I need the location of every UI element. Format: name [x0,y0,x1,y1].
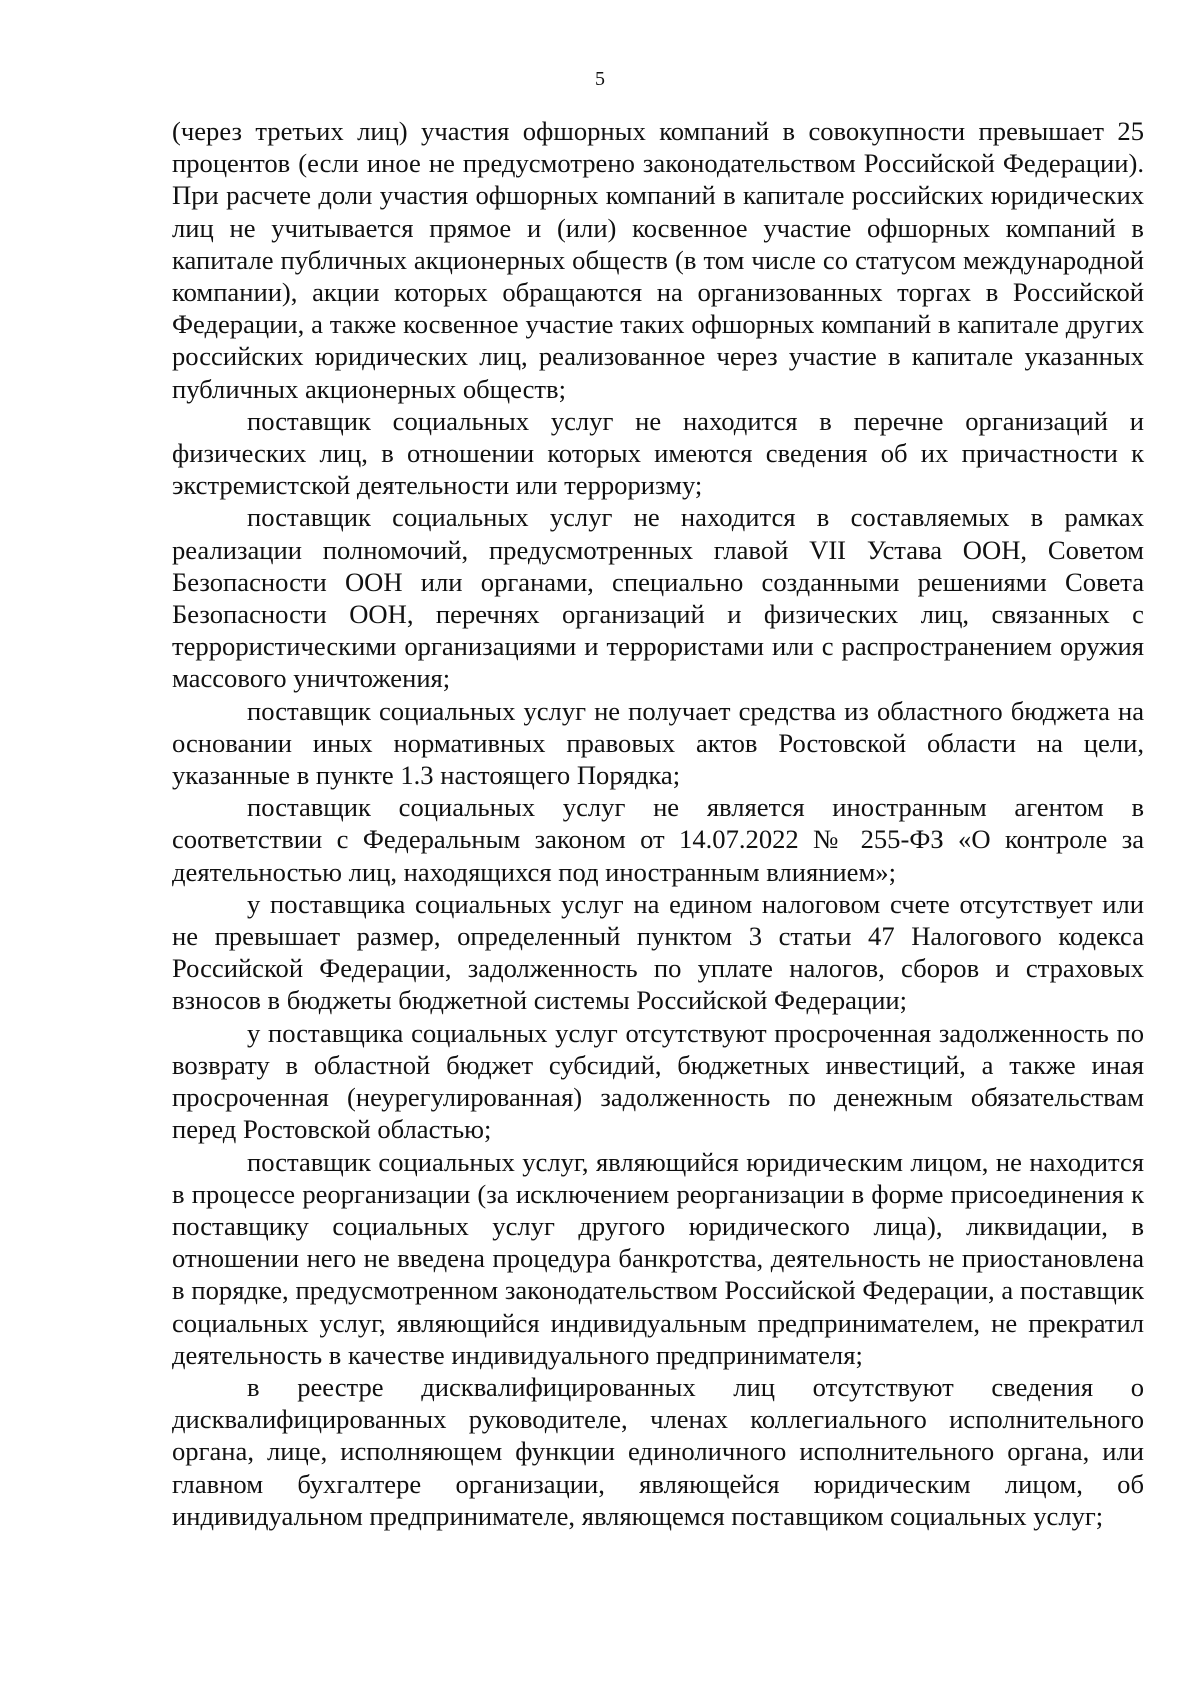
paragraph-no-other-funding: поставщик социальных услуг не получает средства из областного бюджета на основании иных нормативных правовых актов Ростовской области на цели, указанные в пункте 1.3 настоящего Порядка; [172,695,1144,791]
paragraph-extremism-list: поставщик социальных услуг не находится в перечне организаций и физических лиц, в отношении которых имеются сведения об их причастности к экстремистской деятельности или терроризму; [172,405,1144,501]
paragraph-reorganization-bankruptcy: поставщик социальных услуг, являющийся юридическим лицом, не находится в процессе реорганизации (за исключением реорганизации в форме присоединения к поставщику социальных услуг другого юридического лица), ликвидации, в отношении него не введена процедура банкротства, деятельность не приостановлена в порядке, предусмотренном законодательством Российской Федерации, а поставщик социальных услуг, являющийся индивидуальным предпринимателем, не прекратил деятельность в качестве индивидуального предпринимателя; [172,1146,1144,1370]
page-number: 5 [595,68,605,90]
paragraph-disqualified-persons: в реестре дисквалифицированных лиц отсутствуют сведения о дисквалифицированных руководителе, членах коллегиального исполнительного органа, лице, исполняющем функции единоличного исполнительного органа, или главном бухгалтере организации, являющейся юридическим лицом, об индивидуальном предпринимателе, являющемся поставщиком социальных услуг; [172,1371,1144,1531]
document-body [172,115,1144,1532]
paragraph-overdue-debt: у поставщика социальных услуг отсутствуют просроченная задолженность по возврату в областной бюджет субсидий, бюджетных инвестиций, а также иная просроченная (неурегулированная) задолженность по денежным обязательствам перед Ростовской областью; [172,1017,1144,1145]
paragraph-tax-debt: у поставщика социальных услуг на едином налоговом счете отсутствует или не превышает размер, определенный пунктом 3 статьи 47 Налогового кодекса Российской Федерации, задолженность по уплате налогов, сборов и страховых взносов в бюджеты бюджетной системы Российской Федерации; [172,888,1144,1016]
paragraph-offshore-participation: (через третьих лиц) участия офшорных компаний в совокупности превышает 25 процентов (если иное не предусмотрено законодательством Российской Федерации). При расчете доли участия офшорных компаний в капитале российских юридических лиц не учитывается прямое и (или) косвенное участие офшорных компаний в капитале публичных акционерных обществ (в том числе со статусом международной компании), акции которых обращаются на организованных торгах в Российской Федерации, а также косвенное участие таких офшорных компаний в капитале других российских юридических лиц, реализованное через участие в капитале указанных публичных акционерных обществ; [172,116,1144,404]
paragraph-foreign-agent: поставщик социальных услуг не является иностранным агентом в соответствии с Федеральным законом от 14.07.2022 № 255-ФЗ «О контроле за деятельностью лиц, находящихся под иностранным влиянием»; [172,792,1144,887]
paragraph-un-sanctions-list: поставщик социальных услуг не находится в составляемых в рамках реализации полномочий, предусмотренных главой VII Устава ООН, Советом Безопасности ООН или органами, специально созданными решениями Совета Безопасности ООН, перечнях организаций и физических лиц, связанных с террористическими организациями и террористами или с распространением оружия массового уничтожения; [172,502,1144,694]
